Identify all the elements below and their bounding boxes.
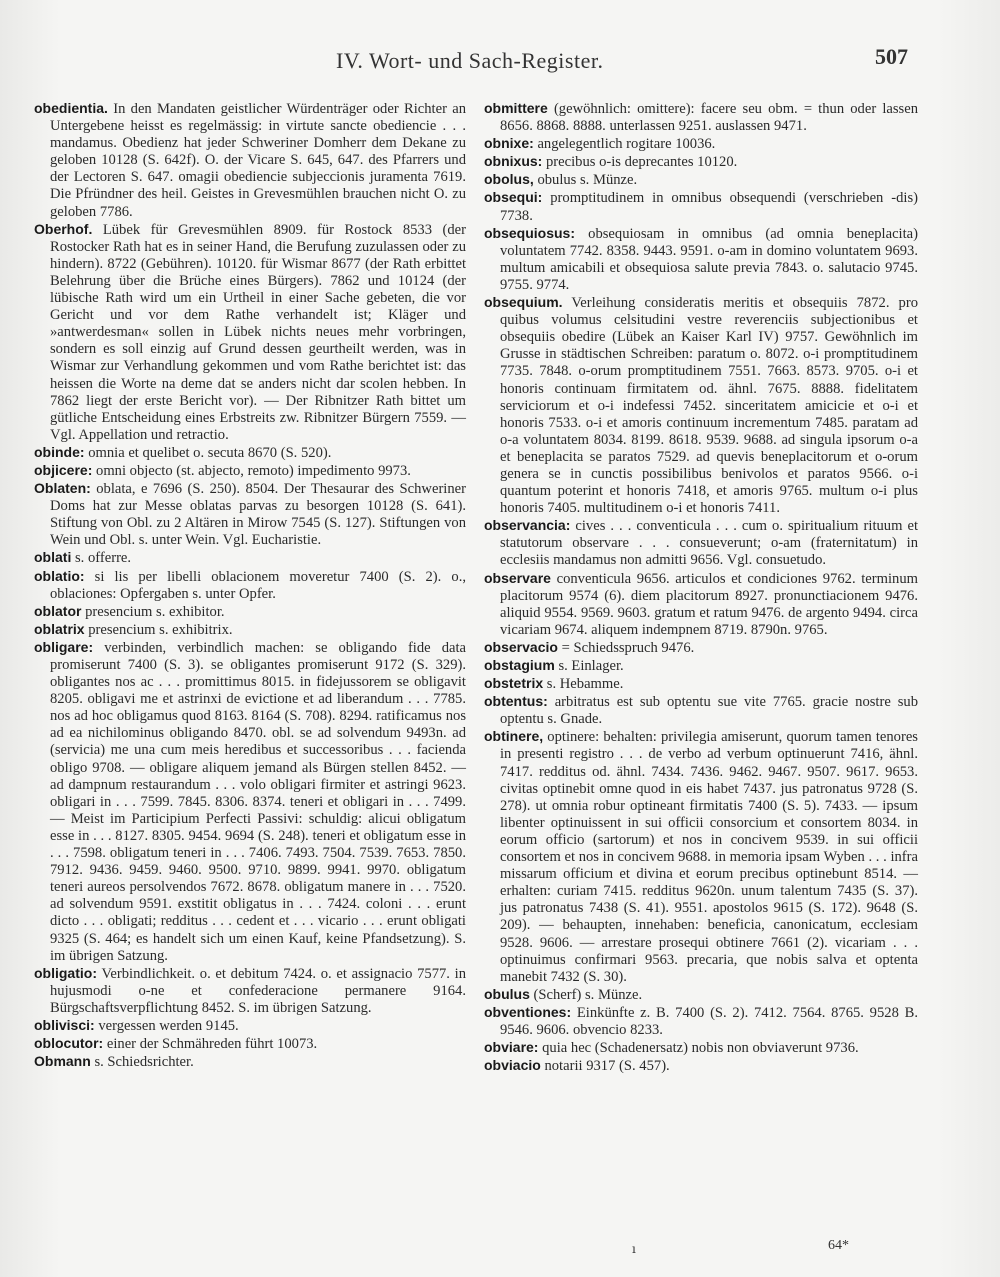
signature-mark: 64* [828, 1238, 849, 1253]
entry-text: optinere: behalten: privilegia amiserunt, quorum tamen tenores in presenti registro . . . de verbo ad verbum optinuerunt 7416, ähnl. 7417. redditus od. ähnl. 7434. 7436. 9462. 9467. 9507. 9617. 9653. civitas optinebit omne quod in eis habet 7437. jus patronatus 9728 (S. 278). ut omnia robur optineant firmitatis 7400 (S. 5). 7433. — ipsum libenter optinuissent in sui officii consorcium et consortem 8034. in eorum officio (sartorum) et nos in concivem 9539. in sui officii consortem et nos in concivem 9688. in memoria ipsam Wyben . . . infra missarum officium et divina et eorum precibus optinebunt 8514. — erhalten: curiam 7415. redditus 9620n. unum talentum 7435 (S. 37). jus patronatus 7438 (S. 41). 9551. apostolos 9615 (S. 172). 9648 (S. 209). — behaupten, innehaben: beneficia, canonicatum, ecclesiam 9528. 9606. — arrestare prosequi obtinere 7661 (2). vicariam . . . optinuimus confirmari 9563. precaria, que nobis salva et optenta manebit 7432 (S. 30). [500, 729, 918, 985]
entry-text: einer der Schmähreden führt 10073. [106, 1036, 318, 1053]
index-entry [484, 657, 918, 675]
entry-text: s. Hebamme. [546, 676, 624, 693]
entry-headword: oblatrix [34, 620, 85, 637]
entry-headword: oblati [34, 549, 72, 566]
entry-text: Verleihung consideratis meritis et obsequiis 7872. pro quibus volumus celsitudini vestre reverenciis subjectionibus et obsequiis obedire (Lübek an Kaiser Karl IV) 9757. Gewöhnlich im Grusse in städtischen Schreiben: paratum o. 8072. o-i promptitudinem 7735. 7848. o-orum promptitudinem 7551. 7663. 8573. 9705. o-i et honoris continuam firmitatem od. ähnl. 7675. 8888. fidelitatem serviciorum et o-i indefessi 7452. sinceritatem amicicie et o-i et honoris 7533. o-i et amoris continuum incrementum 7485. paratam ad o-a voluntatem 8034. 8199. 8618. 9539. 9688. ad singula ipsorum o-a et beneplacita se paratos 7529. ad quevis beneplacitorum et o-orum genera se in cunctis possibilibus benivolos et paratos 9566. o-i quantum poterint et honoris 7418, et amoris 9765. multum o-i plus honoris 7405. multitudinem o-i et honoris 7411. [500, 295, 918, 517]
entry-text: notarii 9317 (S. 457). [544, 1058, 670, 1075]
entry-text: verbinden, verbindlich machen: se obligando fide data promiserunt 7400 (S. 3). se obligantes promiserunt 9172 (S. 329). obligantes nos ac . . . promittimus 8015. in fidejussorem se obligavit 8205. obligavi me et astrinxi de evictione et ad liberandum . . . 7785. nos ad hoc obligamus quod 8163. 8164 (S. 708). 8294. ratificamus nos ad ea nichilominus obligando 8470. obl. se ad solvendum 9493n. ad (servicia) me una cum meis heredibus et successoribus . . . facienda obligo 9708. — obligare aliquem jemand als Bürgen stellen 8452. — ad dampnum restaurandum . . . volo obligari firmiter et astringi 9623. obligari in . . . 7599. 7845. 8306. 8374. teneri et obligari in . . . 7499. — Meist im Participium Perfecti Passivi: schuldig: alicui obligatum esse in . . . 8127. 8305. 9454. 9694 (S. 248). teneri et obligatum esse in . . . 7598. obligatum teneri in . . . 7406. 7493. 7504. 7539. 7653. 7850. 7912. 9436. 9459. 9460. 9500. 9710. 9899. 9941. 9970. obligatum teneri aureos persolvendos 7672. 8678. obligatum manere in . . . 7520. ad solvendum 9591. exstitit obligatus in . . . 7424. coloni . . . erunt dicto . . . obligati; redditus . . . cedent et . . . vicario . . . erunt obligati 9325 (S. 464; es handelt sich um einen Kauf, keine Pfandsetzung). S. im übrigen Satzung. [50, 639, 467, 964]
index-entry [484, 639, 918, 657]
entry-text: omni objecto (st. abjecto, remoto) impedimento 9973. [96, 462, 411, 479]
entry-text: obsequiosam in omnibus (ad omnia beneplacita) voluntatem 7742. 8358. 9443. 9591. o-am in domino voluntatem 9693. multum amicabili et obsequiosa salute previa 7843. o. salutacio 9745. 9755. 9774. [500, 225, 918, 293]
index-entry [484, 189, 918, 224]
entry-text: Lübek für Grevesmühlen 8909. für Rostock 8533 (der Rostocker Rath hat es in seiner Hand, die Berufung zuzulassen oder zu hindern). 8722 (Gebühren). 10120. für Wismar 8677 (der Rath erbittet Belehrung über die Brüche eines Bürgers). 7862 und 10124 (der lübische Rath wird um ein Urtheil in einer Sache gebeten, die vor Gericht und vor dem Rathe verhandelt ist; Kläger und »antwerdesman« sollen in Lübek nichts neues mehr vorbringen, sondern es soll einzig auf Grund dessen geurtheilt werden, was in Wismar zur Verhandlung gekommen und vom Rathe berichtet ist: das heissen die Worte na deme dat se anders nicht dar scolen hebben. In 7862 liegt der erste Bericht vor). — Der Ribnitzer Rath bittet um gütliche Entscheidung eines Erbstreits zw. Ribnitzer Bürgern 7559. — Vgl. Appellation und retractio. [50, 221, 466, 443]
page-header [36, 44, 908, 84]
index-entry [34, 1017, 466, 1035]
index-entry [34, 1035, 466, 1053]
footer-mark: ı [632, 1242, 636, 1256]
entry-text: quia hec (Schadenersatz) nobis non obviaverunt 9736. [542, 1040, 859, 1057]
entry-headword: Obmann [34, 1053, 91, 1070]
entry-headword: obsequiosus: [484, 224, 576, 241]
entry-headword: obedientia. [34, 100, 108, 116]
entry-text: oblata, e 7696 (S. 250). 8504. Der Thesaurar des Schweriner Doms hat zur Messe oblatas parvas zu besorgen 10128 (S. 641). Stiftung von Obl. zu 2 Altären in Mirow 7545 (S. 127). Stiftungen von Wein und Obl. s. unter Wein. Vgl. Eucharistie. [50, 481, 466, 549]
entry-headword: Oberhof. [34, 220, 93, 237]
index-entry [34, 480, 466, 549]
entry-headword: oblator [34, 602, 82, 619]
entry-text: In den Mandaten geistlicher Würdenträger oder Richter an Untergebene heisst es regelmässig: in virtute sancte obediencie . . . mandamus. Obedienz hat jeder Schweriner Domherr dem Dekane zu geloben 10128 (S. 642f). O. der Vicare S. 645, 647. des Pfarrers und der Lectoren S. 647. omagii obediencie subjeccionis juramenta 7619. Die Pfründner des heil. Geistes in Grevesmühlen brauchen nicht O. zu geloben 7786. [50, 101, 466, 220]
entry-headword: Oblaten: [34, 480, 91, 497]
entry-text: vergessen werden 9145. [98, 1017, 239, 1034]
entry-headword: obstetrix [484, 675, 544, 692]
index-entry [34, 621, 466, 639]
index-entry [484, 1039, 918, 1057]
entry-headword: obulus [484, 985, 530, 1002]
entry-headword: oblivisci: [34, 1016, 95, 1033]
left-column [34, 100, 466, 1071]
entry-headword: obolus, [484, 171, 534, 188]
entry-text: (gewöhnlich: omittere): facere seu obm. = thun oder lassen 8656. 8868. 8888. unterlassen 9251. auslassen 9471. [500, 101, 918, 135]
entry-headword: objicere: [34, 461, 93, 478]
entry-text: angelegentlich rogitare 10036. [537, 136, 716, 153]
entry-headword: observacio [484, 638, 558, 655]
entry-headword: obtinere, [484, 728, 544, 745]
index-entry [34, 221, 466, 444]
entry-text: conventicula 9656. articulos et condiciones 9762. terminum placitorum 9574 (6). diem placitorum 8927. pronunctiacionem 9476. aliquid 9554. 9569. 9603. gratum et ratum 9476. de argento 9494. circa vicariam 9674. aliquem indempnem 8719. 8790n. 9765. [500, 570, 918, 638]
entry-text: cives . . . conventicula . . . cum o. spiritualium rituum et statutorum observare . . . consueverunt; o-am (fraternitatum) in ecclesiis mandamus non admitti 9656. Vgl. consuetudo. [500, 518, 918, 569]
entry-text: omnia et quelibet o. secuta 8670 (S. 520). [88, 444, 332, 461]
index-entry [34, 462, 466, 480]
entry-headword: obsequium. [484, 294, 563, 311]
entry-headword: obligare: [34, 638, 94, 655]
entry-text: obulus s. Münze. [537, 172, 638, 189]
entry-headword: oblocutor: [34, 1035, 104, 1052]
entry-text: Verbindlichkeit. o. et debitum 7424. o. et assignacio 7577. in hujusmodi o-ne et confederacione permanere 9164. Bürgschaftsverpflichtung 8452. S. im übrigen Satzung. [50, 965, 466, 1016]
entry-text: s. offerre. [75, 550, 132, 567]
entry-headword: obsequi: [484, 189, 543, 206]
index-entry [484, 693, 918, 728]
index-entry [34, 549, 466, 567]
index-entry [34, 965, 466, 1017]
entry-text: si lis per libelli oblacionem moveretur 7400 (S. 2). o., oblaciones: Opfergaben s. unter Opfer. [50, 568, 466, 602]
entry-headword: observancia: [484, 517, 571, 534]
entry-text: promptitudinem in omnibus obsequendi (verschrieben -dis) 7738. [500, 190, 918, 224]
index-entry [484, 171, 918, 189]
entry-text: Einkünfte z. B. 7400 (S. 2). 7412. 7564. 8765. 9528 B. 9546. 9606. obvencio 8233. [500, 1004, 918, 1038]
entry-text: presencium s. exhibitrix. [88, 621, 233, 638]
entry-headword: obinde: [34, 443, 85, 460]
index-entry [484, 1004, 918, 1039]
entry-text: s. Einlager. [558, 658, 624, 674]
index-entry [34, 568, 466, 603]
entry-text: presencium s. exhibitor. [85, 603, 225, 620]
entry-headword: obligatio: [34, 964, 97, 981]
index-entry [484, 225, 918, 294]
entry-headword: obtentus: [484, 693, 548, 710]
entry-text: (Scherf) s. Münze. [533, 986, 643, 1003]
index-entry [484, 728, 918, 985]
entry-headword: obnixus: [484, 153, 543, 170]
entry-headword: observare [484, 569, 551, 586]
index-entry [34, 444, 466, 462]
entry-headword: obviare: [484, 1039, 539, 1056]
entry-headword: obnixe: [484, 135, 534, 152]
entry-text: = Schiedsspruch 9476. [561, 639, 695, 656]
index-entry [484, 1057, 918, 1075]
entry-headword: obstagium [484, 657, 555, 673]
entry-headword: obmittere [484, 100, 548, 116]
index-entry [484, 294, 918, 517]
index-entry [484, 517, 918, 569]
right-column [484, 100, 918, 1075]
index-entry [484, 986, 918, 1004]
index-entry [34, 100, 466, 221]
running-title: IV. Wort- und Sach-Register. [336, 48, 604, 73]
index-entry [34, 639, 466, 965]
entry-text: precibus o-is deprecantes 10120. [546, 154, 738, 171]
entry-headword: obventiones: [484, 1003, 572, 1020]
entry-headword: oblatio: [34, 567, 85, 584]
index-entry [34, 1053, 466, 1071]
entry-headword: obviacio [484, 1057, 541, 1074]
index-entry [34, 603, 466, 621]
index-entry [484, 135, 918, 153]
index-entry [484, 153, 918, 171]
index-entry [484, 100, 918, 135]
entry-text: arbitratus est sub optentu sue vite 7765. gracie nostre sub optentu s. Gnade. [500, 694, 918, 728]
page-number: 507 [875, 44, 908, 69]
entry-text: s. Schiedsrichter. [94, 1054, 194, 1071]
index-entry [484, 675, 918, 693]
index-entry [484, 570, 918, 639]
